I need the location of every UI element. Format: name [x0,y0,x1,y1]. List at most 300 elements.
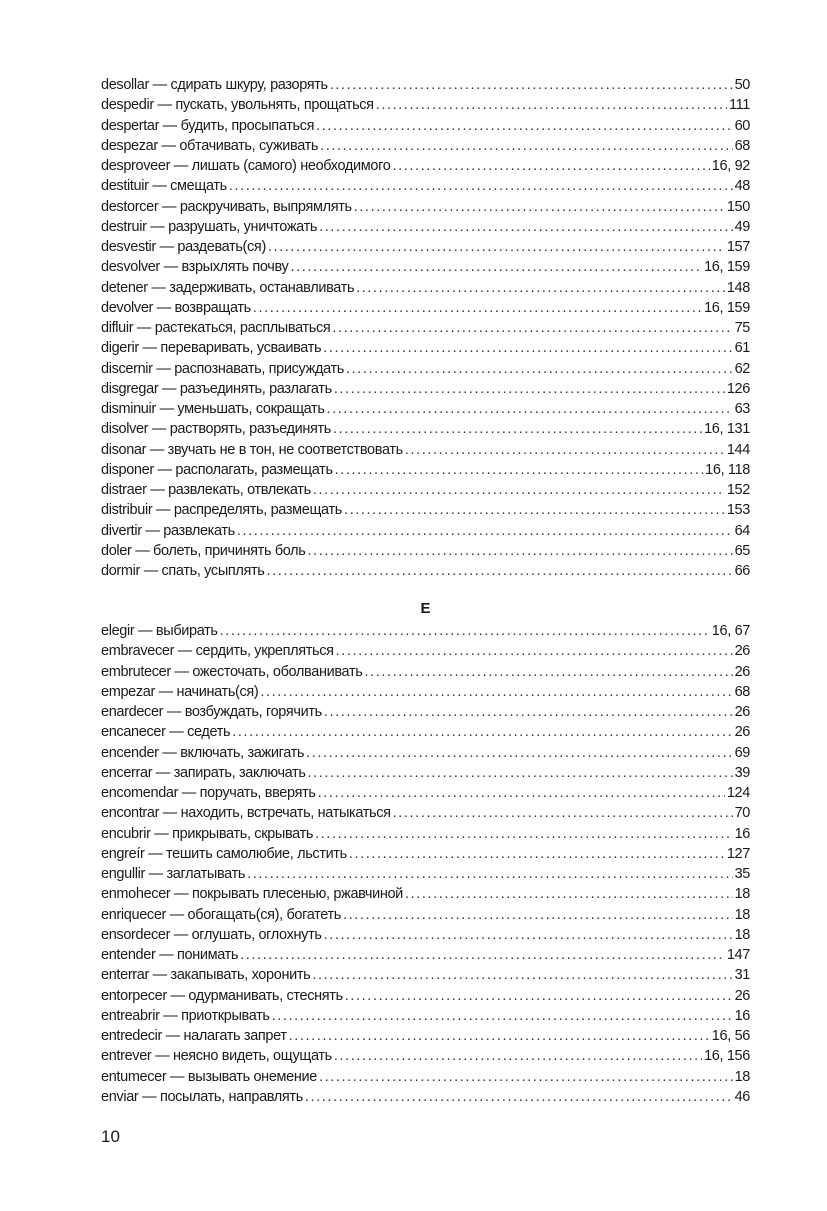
entry-term: disonar [101,441,147,458]
index-entry [101,419,750,439]
entry-translation: будить, просыпаться [180,117,315,134]
entry-text [101,521,235,541]
entry-pages: 16 [734,825,750,842]
entry-translation: смещать [170,178,227,195]
entry-dash: — [151,279,166,296]
entry-translation: сердить, укрепляться [195,643,334,660]
entry-text [101,298,251,318]
entry-pages: 68 [734,137,750,154]
entry-translation: развлекать, отвлекать [168,482,311,498]
entry-dash: — [159,401,174,417]
dot-leader [267,561,733,581]
dot-leader [240,945,725,965]
entry-term: disponer [101,461,154,478]
entry-dash: — [145,522,160,539]
entry-dash: — [161,198,177,215]
entry-dash: — [158,683,173,700]
entry-term: disminuir [101,401,156,417]
dot-leader [253,298,702,318]
index-entry [101,399,750,419]
index-entry [101,884,750,904]
index-entry [101,844,750,864]
entry-pages: 147 [726,947,750,963]
entry-dash: — [169,724,184,741]
dot-leader [376,95,727,115]
index-entry [101,682,750,702]
entry-dash: — [152,77,167,93]
entry-pages: 26 [734,663,750,680]
entry-text [101,884,403,904]
section-heading-e: E [420,600,431,617]
entry-pages: 111 [729,97,750,114]
entry-pages: 61 [734,340,750,357]
entry-pages: 16 [734,1007,750,1024]
entry-term: distribuir [101,502,153,519]
entry-text [101,844,347,864]
index-entry [101,176,750,196]
entry-pages: 18 [734,1068,750,1085]
entry-dash: — [165,1028,180,1044]
entry-pages: 49 [734,218,750,235]
entry-translation: тешить самолюбие, льстить [166,845,347,862]
entry-dash: — [173,158,188,174]
entry-pages: 16, 156 [704,1048,750,1065]
index-entry [101,338,750,358]
index-entry [101,621,750,641]
entry-translation: раскручивать, выпрямлять [179,198,352,215]
entry-translation: растекаться, расплываться [154,320,331,336]
entry-term: divertir [101,522,142,539]
entry-dash: — [154,825,169,842]
entry-term: encomendar [101,785,179,801]
entry-term: digerir [101,340,139,357]
dot-leader [220,621,710,641]
entry-text [101,561,265,581]
entry-translation: болеть, причинять боль [153,542,306,559]
entry-translation: обтачивать, суживать [179,137,319,154]
entry-dash: — [170,987,185,1004]
index-entry [101,824,750,844]
entry-dash: — [142,1088,157,1105]
entry-text [101,460,333,480]
entry-text [101,480,311,500]
index-entry [101,318,750,338]
entry-text [101,1087,303,1107]
entry-dash: — [181,785,196,801]
entry-translation: ожесточать, оболванивать [192,663,363,680]
entry-pages: 26 [734,643,750,660]
entry-term: embrutecer [101,663,171,680]
entry-pages: 148 [726,279,750,296]
entry-text [101,217,317,237]
index-entry [101,561,750,581]
dot-leader [247,864,732,884]
entry-translation: налагать запрет [183,1028,287,1044]
entry-term: entumecer [101,1068,167,1085]
dot-leader [237,521,733,541]
dot-leader [405,440,725,460]
entry-text [101,338,321,358]
entry-term: entender [101,947,156,963]
entry-translation: сдирать шкуру, разорять [170,77,328,93]
entry-pages: 16, 118 [705,461,750,478]
entry-pages: 150 [726,198,750,215]
dot-leader [392,156,709,176]
entry-pages: 26 [734,704,750,720]
entry-translation: приоткрывать [181,1007,270,1024]
entry-translation: поручать, вверять [199,785,316,801]
entry-dash: — [162,805,177,822]
index-entry [101,662,750,682]
entry-text [101,541,306,561]
entry-text [101,824,313,844]
dot-leader [318,783,725,803]
dot-leader [324,702,733,722]
index-list-e [101,621,750,1107]
index-entry [101,905,750,925]
entry-translation: посылать, направлять [159,1088,303,1105]
index-entry [101,986,750,1006]
entry-translation: пускать, увольнять, прощаться [175,97,374,114]
entry-term: encerrar [101,764,153,781]
entry-pages: 63 [734,401,750,417]
entry-text [101,864,245,884]
entry-term: dormir [101,563,140,579]
index-entry [101,925,750,945]
entry-translation: звучать не в тон, не соответствовать [167,441,403,458]
index-entry [101,440,750,460]
dot-leader [319,1067,733,1087]
entry-text [101,419,331,439]
entry-term: encubrir [101,825,151,842]
entry-pages: 124 [726,785,750,801]
entry-dash: — [174,886,189,903]
entry-text [101,925,322,945]
entry-dash: — [136,320,152,336]
dot-leader [336,641,733,661]
entry-dash: — [162,380,177,397]
entry-text [101,621,218,641]
entry-dash: — [148,845,163,862]
dot-leader [364,662,732,682]
entry-translation: располагать, размещать [175,461,333,478]
dot-leader [356,278,725,298]
entry-translation: возбуждать, горячить [184,704,322,720]
index-entry [101,298,750,318]
dot-leader [289,1026,710,1046]
entry-translation: возвращать [174,299,251,316]
entry-text [101,440,403,460]
entry-text [101,945,238,965]
entry-term: entrever [101,1048,152,1065]
entry-pages: 18 [734,886,750,903]
dot-leader [306,743,732,763]
index-entry [101,965,750,985]
entry-term: enviar [101,1088,139,1105]
entry-translation: разрушать, уничтожать [168,218,318,235]
dot-leader [332,318,732,338]
index-entry [101,541,750,561]
entry-text [101,237,266,257]
entry-term: despezar [101,137,158,154]
entry-text [101,156,390,176]
dot-leader [346,359,733,379]
entry-dash: — [152,967,167,984]
dot-leader [229,176,733,196]
index-entry [101,1046,750,1066]
entry-text [101,278,354,298]
dot-leader [333,419,702,439]
index-entry [101,95,750,115]
dot-leader [335,460,703,480]
entry-text [101,682,258,702]
dot-leader [327,399,733,419]
entry-term: entorpecer [101,987,167,1004]
entry-term: encanecer [101,724,166,741]
index-entry [101,197,750,217]
entry-text [101,1067,317,1087]
dot-leader [315,824,732,844]
entry-text [101,905,341,925]
entry-term: engreír [101,845,145,862]
dot-leader [232,722,732,742]
entry-text [101,641,334,661]
index-entry [101,763,750,783]
index-entry [101,480,750,500]
entry-term: disgregar [101,380,159,397]
entry-text [101,763,306,783]
index-entry [101,257,750,277]
entry-translation: обогащать(ся), богатеть [187,906,341,923]
dot-leader [334,379,725,399]
entry-dash: — [162,744,177,761]
entry-dash: — [170,1068,185,1085]
entry-text [101,95,374,115]
entry-text [101,197,352,217]
dot-leader [345,986,733,1006]
entry-dash: — [157,97,172,114]
entry-translation: покрывать плесенью, ржавчиной [191,886,403,903]
index-entry [101,460,750,480]
entry-dash: — [162,117,177,134]
entry-dash: — [177,643,192,660]
entry-text [101,783,316,803]
entry-term: enmohecer [101,886,171,903]
dot-leader [305,1087,733,1107]
entry-term: doler [101,542,132,559]
dot-leader [308,763,733,783]
entry-dash: — [159,947,174,963]
index-entry [101,75,750,95]
index-entry [101,1087,750,1107]
entry-translation: начинать(ся) [176,683,259,700]
entry-translation: разъединять, разлагать [179,380,332,397]
entry-text [101,318,330,338]
entry-pages: 48 [734,178,750,195]
index-entry [101,156,750,176]
index-entry [101,136,750,156]
entry-pages: 66 [734,563,750,579]
entry-term: entredecir [101,1028,162,1044]
entry-term: disolver [101,421,149,438]
entry-term: destorcer [101,198,159,215]
entry-translation: запирать, заключать [173,764,306,781]
entry-pages: 50 [734,77,750,93]
index-entry [101,237,750,257]
entry-pages: 126 [726,380,750,397]
entry-text [101,1046,332,1066]
entry-dash: — [135,542,150,559]
dot-leader [334,1046,702,1066]
entry-translation: оглушать, оглохнуть [191,926,322,943]
dot-leader [319,217,732,237]
dot-leader [260,682,732,702]
index-entry [101,500,750,520]
index-entry [101,783,750,803]
index-entry [101,722,750,742]
index-entry [101,945,750,965]
index-entry [101,278,750,298]
dot-leader [320,136,732,156]
dot-leader [272,1006,733,1026]
entry-dash: — [152,178,167,195]
entry-translation: седеть [187,724,231,741]
dot-leader [343,905,733,925]
entry-translation: понимать [176,947,239,963]
entry-text [101,662,362,682]
dot-leader [312,965,732,985]
index-entry [101,743,750,763]
entry-translation: вызывать онемение [187,1068,317,1085]
index-entry [101,1026,750,1046]
entry-pages: 62 [734,360,750,377]
entry-term: devolver [101,299,154,316]
entry-term: destruir [101,218,147,235]
entry-dash: — [143,563,158,579]
entry-pages: 127 [726,845,750,862]
entry-term: embravecer [101,643,175,660]
entry-term: desvestir [101,239,156,255]
entry-term: encender [101,744,159,761]
entry-text [101,75,328,95]
entry-translation: выбирать [155,623,218,639]
entry-pages: 16, 56 [711,1028,750,1044]
index-entry [101,217,750,237]
entry-text [101,176,227,196]
entry-translation: растворять, разъединять [169,421,332,438]
entry-translation: переваривать, усваивать [160,340,322,357]
entry-pages: 69 [734,744,750,761]
dot-leader [349,844,725,864]
entry-pages: 16, 159 [704,259,750,276]
index-entry [101,521,750,541]
entry-term: enterrar [101,967,149,984]
entry-text [101,1006,270,1026]
entry-text [101,399,325,419]
entry-text [101,803,391,823]
index-entry [101,803,750,823]
entry-term: desproveer [101,158,171,174]
entry-term: destituir [101,178,149,195]
entry-term: desollar [101,77,149,93]
dot-leader [313,480,725,500]
entry-text [101,136,318,156]
entry-dash: — [142,340,157,357]
entry-pages: 16, 67 [711,623,750,639]
dot-leader [324,925,733,945]
index-entry [101,1006,750,1026]
entry-pages: 70 [734,805,750,822]
entry-pages: 26 [734,987,750,1004]
entry-pages: 31 [734,967,750,984]
entry-dash: — [173,926,188,943]
entry-text [101,743,304,763]
entry-translation: спать, усыплять [161,563,265,579]
index-list-d [101,75,750,581]
entry-term: ensordecer [101,926,171,943]
entry-dash: — [163,259,178,276]
entry-pages: 153 [726,502,750,519]
entry-pages: 18 [734,906,750,923]
entry-text [101,500,342,520]
entry-text [101,722,230,742]
dot-leader [323,338,732,358]
entry-pages: 46 [734,1088,750,1105]
entry-pages: 16, 92 [711,158,750,174]
dot-leader [405,884,733,904]
index-entry [101,641,750,661]
entry-text [101,379,332,399]
entry-pages: 39 [734,764,750,781]
entry-pages: 64 [734,522,750,539]
index-entry [101,864,750,884]
dot-leader [393,803,733,823]
entry-translation: одурманивать, стеснять [188,987,343,1004]
entry-term: enardecer [101,704,164,720]
entry-pages: 16, 159 [704,299,750,316]
entry-pages: 157 [726,239,750,255]
entry-dash: — [169,906,184,923]
entry-translation: неясно видеть, ощущать [172,1048,332,1065]
entry-pages: 26 [734,724,750,741]
entry-term: despertar [101,117,160,134]
entry-dash: — [156,299,171,316]
entry-dash: — [148,866,163,882]
index-entry [101,702,750,722]
entry-translation: находить, встречать, натыкаться [180,805,391,822]
dot-leader [316,116,732,136]
entry-term: discernir [101,360,153,377]
entry-term: desvolver [101,259,160,276]
entry-translation: прикрывать, скрывать [172,825,314,842]
entry-dash: — [161,137,176,154]
entry-term: difluir [101,320,134,336]
entry-term: entreabrir [101,1007,160,1024]
entry-term: detener [101,279,148,296]
dot-leader [308,541,733,561]
entry-dash: — [155,1048,170,1065]
entry-dash: — [138,623,153,639]
entry-pages: 60 [734,117,750,134]
entry-text [101,359,344,379]
entry-translation: заглатывать [166,866,246,882]
entry-text [101,116,314,136]
index-entry [101,1067,750,1087]
entry-translation: уменьшать, сокращать [177,401,325,417]
entry-dash: — [166,704,181,720]
entry-translation: распределять, размещать [173,502,342,519]
entry-pages: 16, 131 [704,421,750,438]
